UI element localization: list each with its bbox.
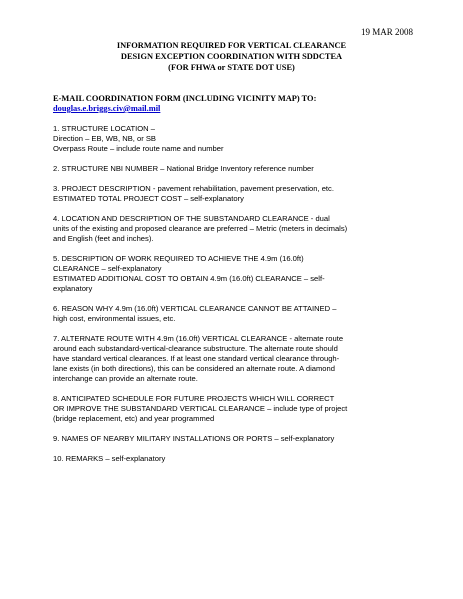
section-project-description <box>53 184 413 204</box>
section-substandard-clearance <box>53 214 413 244</box>
section-line: 9. NAMES OF NEARBY MILITARY INSTALLATIONS OR PORTS – self-explanatory <box>53 434 335 443</box>
section-line: high cost, environmental issues, etc. <box>53 314 176 323</box>
section-line: 2. STRUCTURE NBI NUMBER – National Bridge Inventory reference number <box>53 164 314 173</box>
email-coordination-title: E-MAIL COORDINATION FORM (INCLUDING VICINITY MAP) TO: <box>53 94 317 103</box>
section-line: (bridge replacement, etc) and year programmed <box>53 414 215 423</box>
heading-line: DESIGN EXCEPTION COORDINATION WITH SDDCTEA <box>120 52 343 61</box>
section-line: 8. ANTICIPATED SCHEDULE FOR FUTURE PROJECTS WHICH WILL CORRECT <box>53 394 335 403</box>
section-remarks <box>53 454 413 464</box>
section-line: OR IMPROVE THE SUBSTANDARD VERTICAL CLEARANCE – include type of project <box>53 404 348 413</box>
section-structure-location <box>53 124 413 154</box>
section-line: 7. ALTERNATE ROUTE WITH 4.9m (16.0ft) VERTICAL CLEARANCE - alternate route <box>53 334 344 343</box>
section-military-installations <box>53 434 413 444</box>
section-line: 5. DESCRIPTION OF WORK REQUIRED TO ACHIEVE THE 4.9m (16.0ft) <box>53 254 304 263</box>
section-line: have standard vertical clearances. If at least one standard vertical clearance through- <box>53 354 340 363</box>
heading-line: INFORMATION REQUIRED FOR VERTICAL CLEARANCE <box>116 41 347 50</box>
email-address-link[interactable]: douglas.e.briggs.civ@mail.mil <box>53 104 161 113</box>
document-heading <box>0 40 463 73</box>
section-line: and English (feet and inches). <box>53 234 154 243</box>
section-line: units of the existing and proposed clearance are preferred – Metric (meters in decimals) <box>53 224 348 233</box>
section-line: 3. PROJECT DESCRIPTION - pavement rehabilitation, pavement preservation, etc. <box>53 184 334 193</box>
section-line: 1. STRUCTURE LOCATION – <box>53 124 155 133</box>
heading-line: (FOR FHWA or STATE DOT USE) <box>168 63 295 72</box>
section-work-required <box>53 254 413 294</box>
section-line: 6. REASON WHY 4.9m (16.0ft) VERTICAL CLEARANCE CANNOT BE ATTAINED – <box>53 304 337 313</box>
section-line: interchange can provide an alternate route. <box>53 374 198 383</box>
section-structure-nbi-number <box>53 164 413 174</box>
section-line: around each substandard-vertical-clearance substructure. The alternate route should <box>53 344 338 353</box>
document-date: 19 MAR 2008 <box>360 27 413 37</box>
section-alternate-route <box>53 334 413 384</box>
section-line: explanatory <box>53 284 93 293</box>
section-line: Direction – EB, WB, NB, or SB <box>53 134 156 143</box>
section-line: ESTIMATED ADDITIONAL COST TO OBTAIN 4.9m (16.0ft) CLEARANCE – self- <box>53 274 325 283</box>
section-line: 4. LOCATION AND DESCRIPTION OF THE SUBSTANDARD CLEARANCE - dual <box>53 214 330 223</box>
section-line: lane exists (in both directions), this can be considered an alternate route. A diamond <box>53 364 335 373</box>
section-line: ESTIMATED TOTAL PROJECT COST – self-explanatory <box>53 194 244 203</box>
section-line: 10. REMARKS – self-explanatory <box>53 454 166 463</box>
section-anticipated-schedule <box>53 394 413 424</box>
section-reason-not-attained <box>53 304 413 324</box>
section-line: Overpass Route – include route name and number <box>53 144 224 153</box>
section-line: CLEARANCE – self-explanatory <box>53 264 162 273</box>
